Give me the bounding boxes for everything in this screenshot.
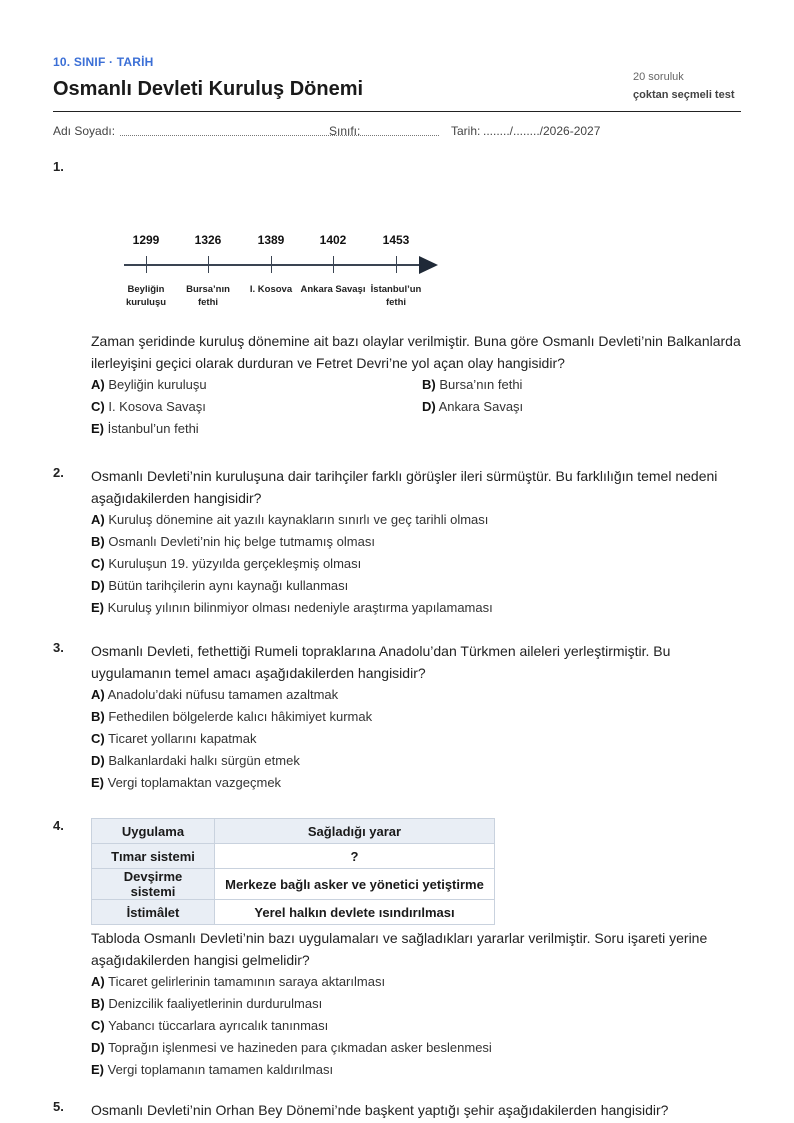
option-d[interactable]: D) Bütün tarihçilerin aynı kaynağı kullanması [91,578,349,593]
option-b[interactable]: B) Fethedilen bölgelerde kalıcı hâkimiyet kurmak [91,709,373,724]
table-header-cell: Sağladığı yarar [215,819,495,844]
question-stem: Tabloda Osmanlı Devleti’nin bazı uygulamaları ve sağladıkları yararlar verilmiştir. Soru işareti yerine aşağıdakilerden hangisi gelmelidir? [91,930,708,968]
timeline-tick [333,256,334,273]
question-count: 20 soruluk [633,71,684,83]
question-number: 1. [53,159,64,174]
timeline-year: 1326 [194,233,222,247]
date-value: ......../......../2026-2027 [483,124,601,138]
timeline-event: Bursa’nın fethi [186,284,230,308]
answer-options [91,374,741,440]
table-header-cell: Uygulama [92,819,215,844]
option-e[interactable]: E) Vergi toplamanın tamamen kaldırılması [91,1062,334,1077]
table-cell: ? [215,844,495,869]
date-label: Tarih: [451,124,481,138]
option-a[interactable]: A) Beyliğin kuruluşu [91,377,207,392]
option-b[interactable]: B) Bursa’nın fethi [422,377,523,392]
option-b[interactable]: B) Osmanlı Devleti’nin hiç belge tutmamış olması [91,534,375,549]
question-stem: Zaman şeridinde kuruluş dönemine ait bazı olaylar verilmiştir. Buna göre Osmanlı Devleti’nin Balkanlarda ilerleyişini geçici olarak durduran ve Fetret Devri’ne yol açan olay hangisidir? [91,333,741,371]
timeline-axis [124,264,422,266]
timeline-event: Beyliğin kuruluşu [125,284,167,308]
class-field[interactable] [364,135,439,136]
timeline-event: Ankara Savaşı [300,284,366,295]
option-c[interactable]: C) Kuruluşun 19. yüzyılda gerçekleşmiş olması [91,556,362,571]
timeline-tick [208,256,209,273]
option-d[interactable]: D) Ankara Savaşı [422,399,524,414]
option-b[interactable]: B) Denizcilik faaliyetlerinin durdurulması [91,996,323,1011]
table-cell: İstimâlet [92,900,215,925]
timeline-arrow-icon [419,256,438,274]
subject-label: 10. SINIF · TARİH [53,55,154,69]
option-e[interactable]: E) Kuruluş yılının bilinmiyor olması nedeniyle araştırma yapılamaması [91,600,493,615]
timeline-event: I. Kosova [249,284,293,295]
timeline-year: 1402 [319,233,347,247]
table-cell: Tımar sistemi [92,844,215,869]
timeline [116,230,456,320]
table-row [92,900,495,925]
timeline-year: 1299 [132,233,160,247]
page-title: Osmanlı Devleti Kuruluş Dönemi [53,78,364,100]
table-row [92,844,495,869]
option-c[interactable]: C) I. Kosova Savaşı [91,399,206,414]
name-label: Adı Soyadı: [53,124,116,138]
question-body [91,818,741,1081]
timeline-tick [146,256,147,273]
timeline-tick [271,256,272,273]
question-body [91,1099,741,1121]
option-c[interactable]: C) Yabancı tüccarlara ayrıcalık tanınması [91,1018,329,1033]
test-type: çoktan seçmeli test [633,89,735,101]
question-stem: Osmanlı Devleti’nin Orhan Bey Dönemi’nde başkent yaptığı şehir aşağıdakilerden hangisidir? [91,1102,669,1118]
table-header-row [92,819,495,844]
comparison-table [91,818,495,925]
timeline-year: 1389 [257,233,285,247]
option-a[interactable]: A) Anadolu’daki nüfusu tamamen azaltmak [91,687,339,702]
option-e[interactable]: E) İstanbul’un fethi [91,421,199,436]
option-d[interactable]: D) Toprağın işlenmesi ve hazineden para çıkmadan asker beslenmesi [91,1040,492,1055]
question-body [91,465,741,619]
option-a[interactable]: A) Ticaret gelirlerinin tamamının saraya aktarılması [91,974,386,989]
test-info [633,71,741,101]
header-divider [53,111,741,112]
question-number: 4. [53,818,64,833]
option-d[interactable]: D) Balkanlardaki halkı sürgün etmek [91,753,300,768]
question-stem: Osmanlı Devleti’nin kuruluşuna dair tarihçiler farklı görüşler ileri sürmüştür. Bu farklılığın temel nedeni aşağıdakilerden hangisidir? [91,468,718,506]
table-row [92,869,495,900]
timeline-event: İstanbul’un fethi [370,284,422,308]
question-number: 2. [53,465,64,480]
table-cell: Devşirme sistemi [92,869,215,900]
table-cell: Merkeze bağlı asker ve yönetici yetiştirme [215,869,495,900]
timeline-year: 1453 [382,233,410,247]
option-a[interactable]: A) Kuruluş dönemine ait yazılı kaynakların sınırlı ve geç tarihli olması [91,512,489,527]
student-info-line [53,124,741,140]
question-body [91,159,741,440]
class-label: Sınıfı: [329,124,361,138]
table-cell: Yerel halkın devlete ısındırılması [215,900,495,925]
question-number: 5. [53,1099,64,1114]
question-number: 3. [53,640,64,655]
option-e[interactable]: E) Vergi toplamaktan vazgeçmek [91,775,282,790]
option-c[interactable]: C) Ticaret yollarını kapatmak [91,731,257,746]
question-body [91,640,741,794]
timeline-tick [396,256,397,273]
question-stem: Osmanlı Devleti, fethettiği Rumeli topraklarına Anadolu’dan Türkmen aileleri yerleştirmiştir. Bu uygulamanın temel amacı aşağıdakilerden hangisidir? [91,643,671,681]
